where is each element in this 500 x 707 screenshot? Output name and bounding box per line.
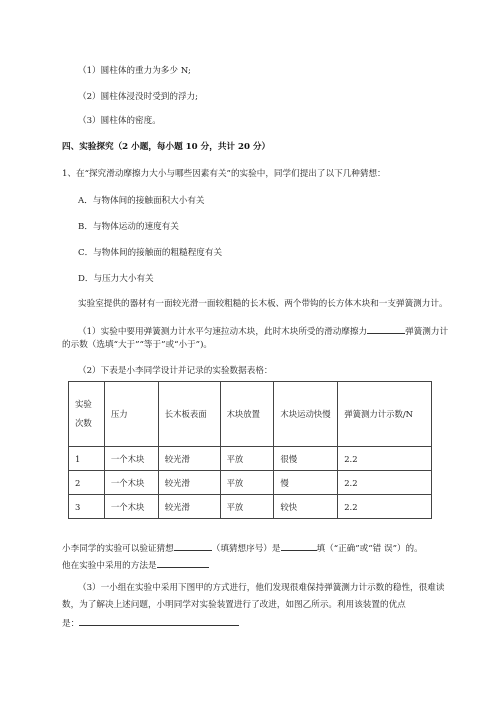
answer-blank-method[interactable]	[157, 558, 209, 568]
cell-trial: 2	[69, 471, 105, 495]
part1-text-a: （1）实验中要用弹簧测力计水平匀速拉动木块，此时木块所受的滑动摩擦力	[78, 327, 368, 337]
header-trial-line2: 次数	[75, 418, 92, 428]
cell-reading: 2.2	[338, 471, 432, 495]
answer-blank-hypothesis[interactable]	[174, 541, 212, 551]
part1-line2: 的示数（选填“大于”“等于”或“小于”)。	[62, 340, 213, 350]
question-part-1: （1）圆柱体的重力为多少 N;	[78, 66, 191, 76]
question-part-3: （3）圆柱体的密度。	[78, 116, 161, 126]
part3-line3	[62, 616, 239, 630]
cell-trial: 3	[69, 495, 105, 519]
header-trial-line1: 实验	[75, 399, 92, 409]
header-trial	[69, 382, 105, 447]
cell-pressure: 一个木块	[104, 495, 158, 519]
cell-reading: 2.2	[338, 447, 432, 471]
cell-surface: 较光滑	[158, 471, 220, 495]
header-speed: 木块运动快慢	[274, 382, 338, 447]
cell-speed: 慢	[274, 471, 338, 495]
header-surface: 长木板表面	[158, 382, 220, 447]
table-header-row	[69, 382, 432, 447]
cell-speed: 较快	[274, 495, 338, 519]
part1-line1	[78, 324, 448, 338]
cell-reading: 2.2	[338, 495, 432, 519]
header-pressure: 压力	[104, 382, 158, 447]
section-heading: 四、实验探究（2 小题，每小题 10 分，共计 20 分）	[62, 142, 271, 152]
part3-line1: （3）一小组在实验中采用下图甲的方式进行，他们发现很难保持弹簧测力计示数的稳性，很难读	[78, 583, 445, 593]
answer-blank-advantage[interactable]	[79, 616, 239, 626]
part2-line1	[62, 541, 423, 555]
header-placement: 木块放置	[220, 382, 274, 447]
table-row	[69, 447, 432, 471]
table-row	[69, 471, 432, 495]
table-row	[69, 495, 432, 519]
cell-placement: 平放	[220, 471, 274, 495]
option-d: D．与压力大小有关	[78, 274, 154, 284]
answer-blank-friction[interactable]	[367, 324, 405, 334]
header-reading: 弹簧测力计示数/N	[338, 382, 432, 447]
part3-line2: 数，为了解决上述问题，小明同学对实验装置进行了改进，如图乙所示。利用该装置的优点	[62, 600, 406, 610]
option-a: A．与物体间的接触面积大小有关	[78, 196, 205, 206]
part2-line2	[62, 558, 209, 572]
option-b: B．与物体运动的速度有关	[78, 222, 179, 232]
cell-pressure: 一个木块	[104, 447, 158, 471]
cell-surface: 较光滑	[158, 447, 220, 471]
cell-placement: 平放	[220, 495, 274, 519]
cell-placement: 平放	[220, 447, 274, 471]
option-c: C．与物体间的接触面的粗糙程度有关	[78, 248, 223, 258]
cell-trial: 1	[69, 447, 105, 471]
cell-surface: 较光滑	[158, 495, 220, 519]
equipment-text: 实验室提供的器材有一面较光滑一面较粗糙的长木板、两个带钩的长方体木块和一支弹簧测力计。	[78, 299, 448, 309]
part2-text-c: 填（“正确”或“错 误”）的。	[316, 544, 423, 554]
cell-speed: 很慢	[274, 447, 338, 471]
cell-pressure: 一个木块	[104, 471, 158, 495]
data-table	[68, 381, 432, 519]
question-part-2: （2）圆柱体浸没时受到的浮力;	[78, 92, 199, 102]
part2-text-b: （填猜想序号）是	[211, 544, 281, 554]
question-stem: 1、在“探究滑动摩擦力大小与哪些因素有关”的实验中，同学们提出了以下几种猜想：	[62, 169, 386, 179]
part2-text-a: 小李同学的实验可以验证猜想	[62, 544, 174, 554]
part1-text-b: 弹簧测力计	[405, 327, 449, 337]
answer-blank-correctness[interactable]	[281, 541, 317, 551]
part2-intro: （2）下表是小李同学设计并记录的实验数据表格：	[78, 366, 273, 376]
part2-method-text: 他在实验中采用的方法是	[62, 561, 157, 571]
part3-text: 是：	[62, 619, 80, 629]
